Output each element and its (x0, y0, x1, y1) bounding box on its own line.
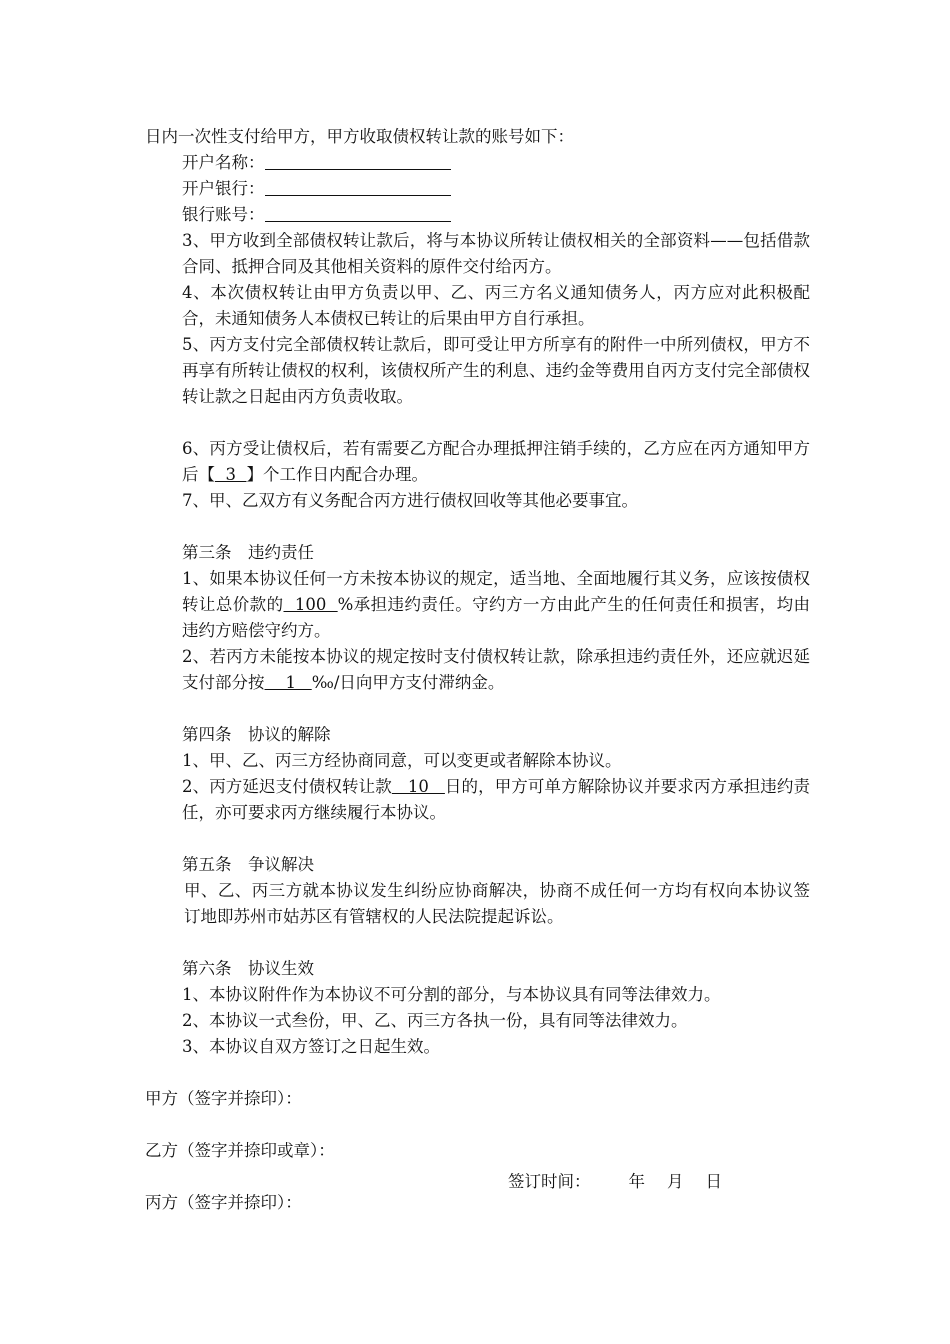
clause6-item1: 1、本协议附件作为本协议不可分割的部分，与本协议具有同等法律效力。 (182, 985, 721, 1004)
clause3-item1 (145, 566, 810, 644)
account-number-label: 银行账号： (182, 205, 265, 224)
account-name-label: 开户名称： (182, 153, 265, 172)
day-label: 日 (705, 1172, 722, 1191)
spacer (145, 514, 810, 540)
year-label: 年 (628, 1172, 645, 1191)
clause2-item6-text: 6、丙方受让债权后，若有需要乙方配合办理抵押注销手续的，乙方应在丙方通知甲方后【 (182, 439, 810, 484)
clause2-item6 (145, 436, 810, 488)
spacer (145, 826, 810, 852)
signing-date (508, 1168, 722, 1192)
account-number-blank (265, 203, 451, 222)
clause4-item2-text: 2、丙方延迟支付债权转让款 (182, 777, 392, 796)
clause2-item5: 5、丙方支付完全部债权转让款后，即可受让甲方所享有的附件一中所列债权，甲方不再享有所转让债权的权利，该债权所产生的利息、违约金等费用自丙方支付完全部债权转让款之日起由丙方负责收取。 (182, 335, 810, 406)
account-number-line (145, 202, 810, 228)
contract-page (145, 124, 810, 1216)
account-name-line (145, 150, 810, 176)
intro-line: 日内一次性支付给甲方，甲方收取债权转让款的账号如下： (145, 127, 574, 146)
clause4-title: 第四条 协议的解除 (182, 725, 331, 744)
party-a-signature: 甲方（签字并捺印）： (145, 1089, 302, 1108)
workdays-value: 3 (215, 465, 247, 484)
spacer (145, 696, 810, 722)
clause3-title: 第三条 违约责任 (182, 543, 314, 562)
party-b-signature: 乙方（签字并捺印或章）： (145, 1141, 335, 1160)
clause5-text: 甲、乙、丙三方就本协议发生纠纷应协商解决，协商不成任何一方均有权向本协议签订地即苏州市姑苏区有管辖权的人民法院提起诉讼。 (184, 881, 810, 926)
clause3-item2-text-end: ‰/日向甲方支付滞纳金。 (311, 673, 505, 692)
clause3-item2 (145, 644, 810, 696)
month-label: 月 (667, 1172, 684, 1191)
clause3-item1-text-end: %承担违约责任。守约方一方由此产生的任何责任和损害，均由违约方赔偿守约方。 (182, 595, 811, 640)
clause2-item6-text-end: 】个工作日内配合办理。 (246, 465, 428, 484)
clause2-item3: 3、甲方收到全部债权转让款后，将与本协议所转让债权相关的全部资料——包括借款合同、抵押合同及其他相关资料的原件交付给丙方。 (182, 231, 810, 276)
late-fee-value: 1 (264, 673, 312, 692)
spacer (145, 1060, 810, 1086)
clause6-item3: 3、本协议自双方签订之日起生效。 (182, 1037, 440, 1056)
account-bank-line (145, 176, 810, 202)
clause4-item2-text-end: 日的，甲方可单方解除协议并要求丙方承担违约责任，亦可要求丙方继续履行本协议。 (182, 777, 811, 822)
spacer (145, 930, 810, 956)
account-name-blank (265, 151, 451, 170)
spacer (145, 1112, 810, 1138)
clause6-item2: 2、本协议一式叁份，甲、乙、丙三方各执一份，具有同等法律效力。 (182, 1011, 688, 1030)
clause3-item2-text: 2、若丙方未能按本协议的规定按时支付债权转让款，除承担违约责任外，还应就迟延支付部分按 (182, 647, 810, 692)
clause6-title: 第六条 协议生效 (182, 959, 314, 978)
signing-date-label: 签订时间： (508, 1172, 591, 1191)
delay-days-value: 10 (391, 777, 445, 796)
account-bank-blank (265, 177, 451, 196)
clause2-item7: 7、甲、乙双方有义务配合丙方进行债权回收等其他必要事宜。 (182, 491, 638, 510)
account-bank-label: 开户银行： (182, 179, 265, 198)
clause4-item2 (145, 774, 810, 826)
clause2-item4: 4、本次债权转让由甲方负责以甲、乙、丙三方名义通知债务人，丙方应对此积极配合，未通知债务人本债权已转让的后果由甲方自行承担。 (182, 283, 810, 328)
spacer (145, 410, 810, 436)
clause3-item1-text: 1、如果本协议任何一方未按本协议的规定，适当地、全面地履行其义务，应该按债权转让总价款的 (182, 569, 810, 614)
clause5-title: 第五条 争议解决 (182, 855, 314, 874)
penalty-percent-value: 100 (283, 595, 338, 614)
party-c-signature: 丙方（签字并捺印）： (145, 1193, 302, 1212)
clause4-item1: 1、甲、乙、丙三方经协商同意，可以变更或者解除本协议。 (182, 751, 622, 770)
